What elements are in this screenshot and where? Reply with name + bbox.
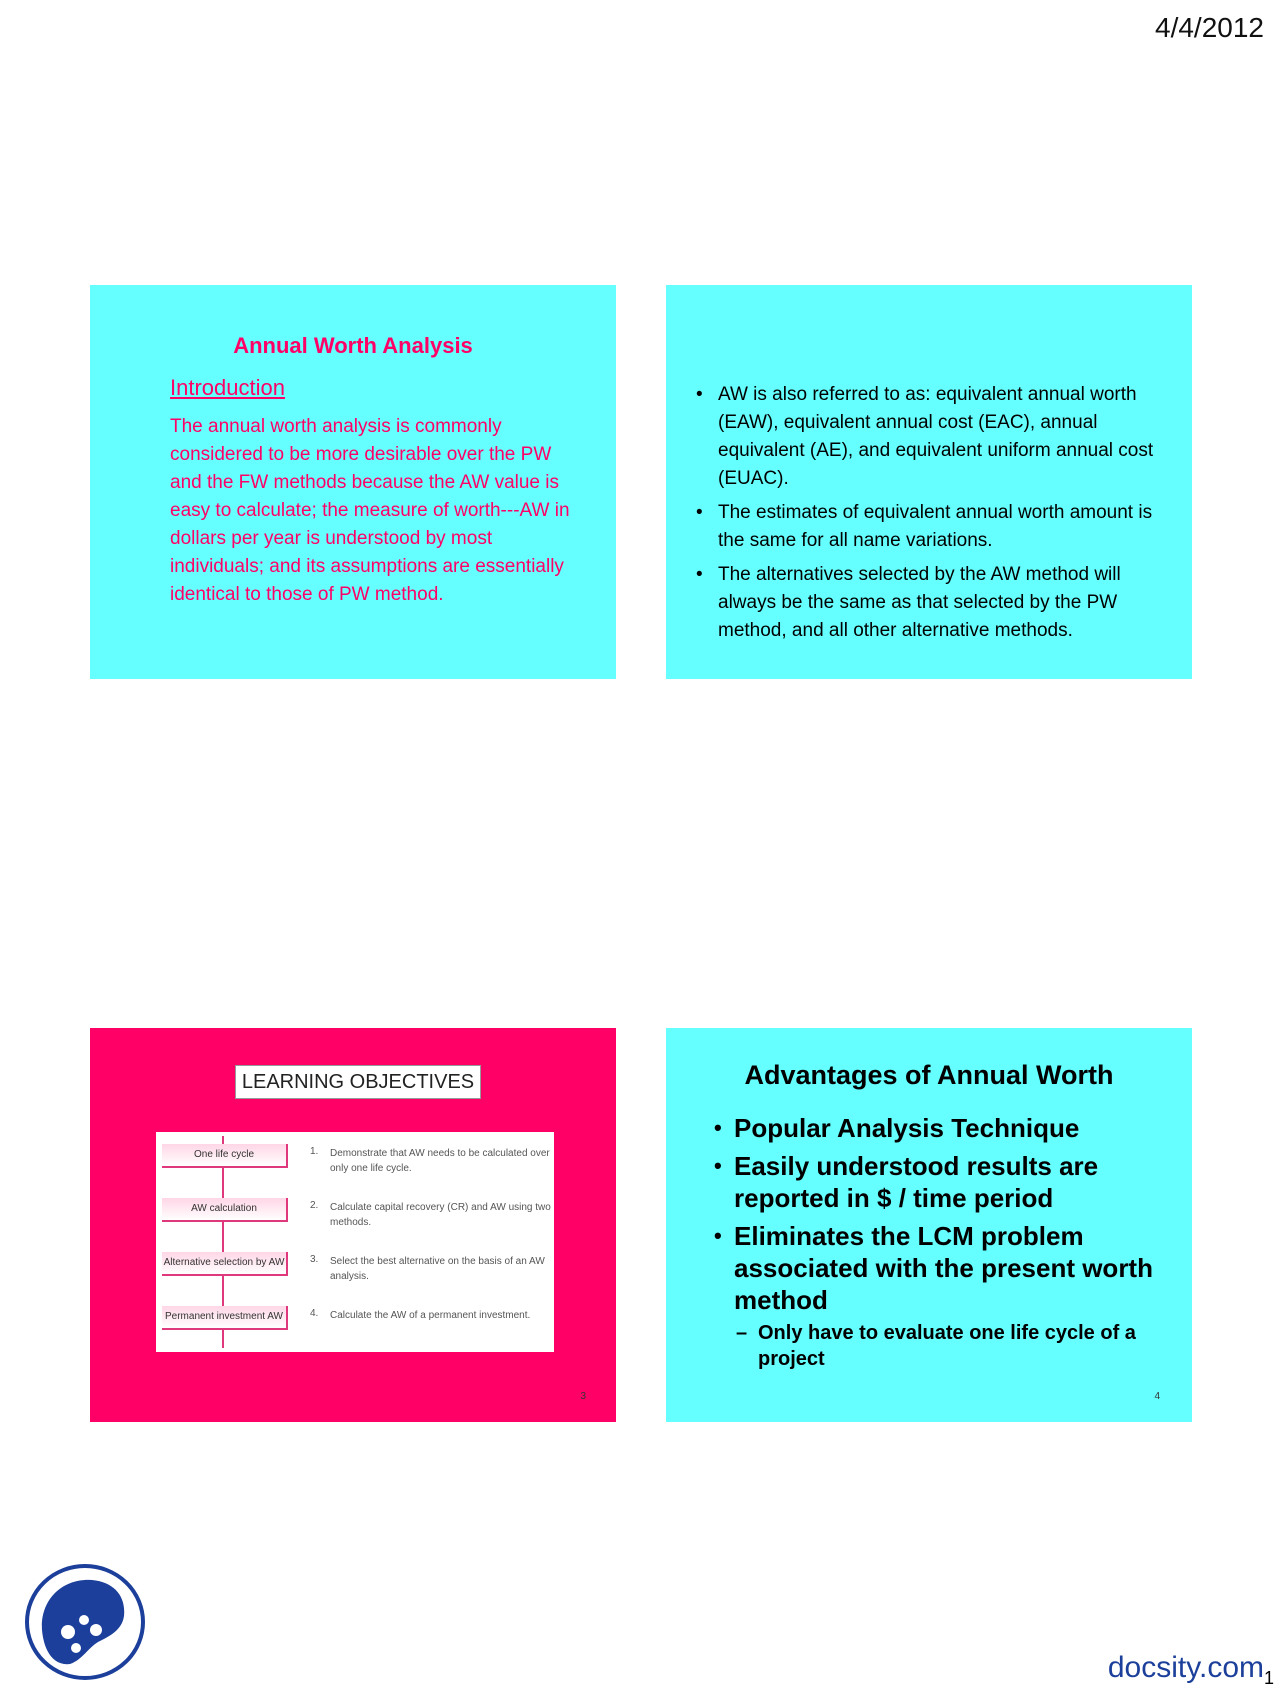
bullet-item: • The estimates of equivalent annual worth amount is the same for all name variations. xyxy=(696,499,1156,555)
objective-number: 3. xyxy=(310,1254,319,1265)
slide-page-number: 3 xyxy=(580,1391,586,1402)
objective-label: AW calculation xyxy=(162,1198,288,1222)
objective-label: Alternative selection by AW xyxy=(162,1252,288,1276)
objective-description: Demonstrate that AW needs to be calculated over only one life cycle. xyxy=(330,1148,550,1174)
bullet-item: • Eliminates the LCM problem associated with the present worth method xyxy=(714,1220,1154,1316)
bullet-item: • Easily understood results are reported in $ / time period xyxy=(714,1150,1154,1214)
objective-description: Select the best alternative on the basis of an AW analysis. xyxy=(330,1256,545,1282)
docsity-logo-icon xyxy=(22,1560,148,1684)
slide-title: Advantages of Annual Worth xyxy=(744,1060,1114,1090)
objective-row xyxy=(162,1250,552,1280)
objective-description: Calculate the AW of a permanent investment. xyxy=(330,1310,531,1321)
bullet-item: • AW is also referred to as: equivalent annual worth (EAW), equivalent annual cost (EAC), annual equivalent (AE), and equivalent uniform annual cost (EUAC). xyxy=(696,381,1156,493)
page-number: 1 xyxy=(1263,1668,1274,1688)
objective-number: 1. xyxy=(310,1146,319,1157)
docsity-brand[interactable]: docsity.com xyxy=(1107,1651,1264,1684)
bullet-item: • The alternatives selected by the AW method will always be the same as that selected by the PW method, and all other alternative methods. xyxy=(696,561,1156,645)
objective-number: 2. xyxy=(310,1200,319,1211)
document-date: 4/4/2012 xyxy=(1155,12,1264,43)
slide-annual-worth-intro xyxy=(90,285,616,679)
learning-objectives-title: LEARNING OBJECTIVES xyxy=(235,1065,481,1099)
objective-row xyxy=(162,1142,552,1172)
slide-title: Annual Worth Analysis xyxy=(233,333,473,358)
slide-learning-objectives xyxy=(90,1028,616,1422)
objective-row xyxy=(162,1304,552,1334)
objective-label: Permanent investment AW xyxy=(162,1306,288,1330)
objective-description: Calculate capital recovery (CR) and AW using two methods. xyxy=(330,1202,551,1228)
slide-page-number: 4 xyxy=(1154,1391,1160,1402)
objective-label: One life cycle xyxy=(162,1144,288,1168)
objective-number: 4. xyxy=(310,1308,319,1319)
slide-advantages xyxy=(666,1028,1192,1422)
objectives-flowchart xyxy=(156,1132,554,1352)
objective-row xyxy=(162,1196,552,1226)
slide-body-text: The annual worth analysis is commonly considered to be more desirable over the PW and the FW methods because the AW value is easy to calculate; the measure of worth---AW in dollars per year is understood by most individuals; and its assumptions are essentially identical to those of PW method. xyxy=(170,416,570,605)
bullet-list xyxy=(714,1112,1154,1378)
slide-aw-names xyxy=(666,285,1192,679)
bullet-item: • Popular Analysis Technique xyxy=(714,1112,1154,1144)
bullet-list xyxy=(696,381,1156,651)
sub-bullet-item: – Only have to evaluate one life cycle of a project xyxy=(714,1320,1154,1372)
slide-subheading: Introduction xyxy=(170,375,285,400)
